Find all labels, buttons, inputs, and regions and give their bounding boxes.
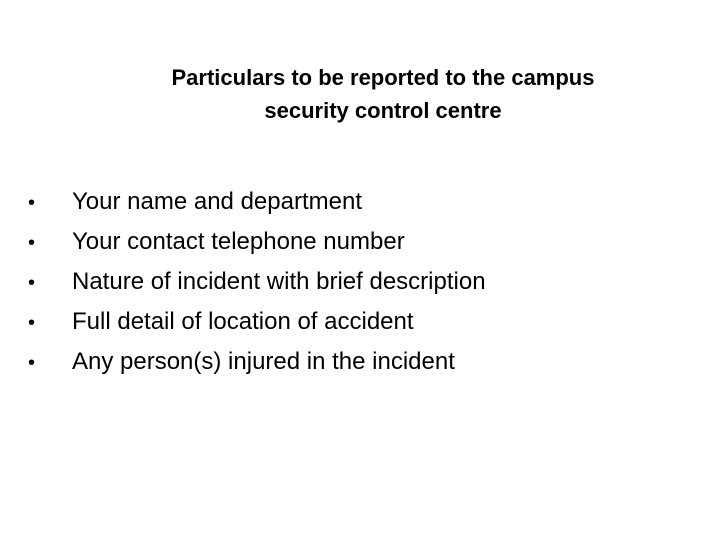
bullet-dot-icon: •	[28, 232, 36, 254]
bullet-item	[28, 182, 688, 222]
bullet-item	[28, 262, 688, 302]
bullet-text: Any person(s) injured in the incident	[72, 348, 455, 375]
bullet-text: Your name and department	[72, 188, 362, 215]
bullet-dot-icon: •	[28, 312, 36, 334]
bullet-dot-icon: •	[28, 272, 36, 294]
bullet-text: Your contact telephone number	[72, 228, 405, 255]
bullet-list	[28, 182, 688, 382]
slide-title	[100, 61, 666, 127]
bullet-dot-icon: •	[28, 352, 36, 374]
bullet-item	[28, 342, 688, 382]
bullet-text: Full detail of location of accident	[72, 308, 414, 335]
slide-title-line-2: security control centre	[264, 98, 502, 123]
slide-title-line-1: Particulars to be reported to the campus	[171, 65, 595, 90]
bullet-dot-icon: •	[28, 192, 36, 214]
bullet-text: Nature of incident with brief description	[72, 268, 486, 295]
bullet-item	[28, 302, 688, 342]
bullet-item	[28, 222, 688, 262]
